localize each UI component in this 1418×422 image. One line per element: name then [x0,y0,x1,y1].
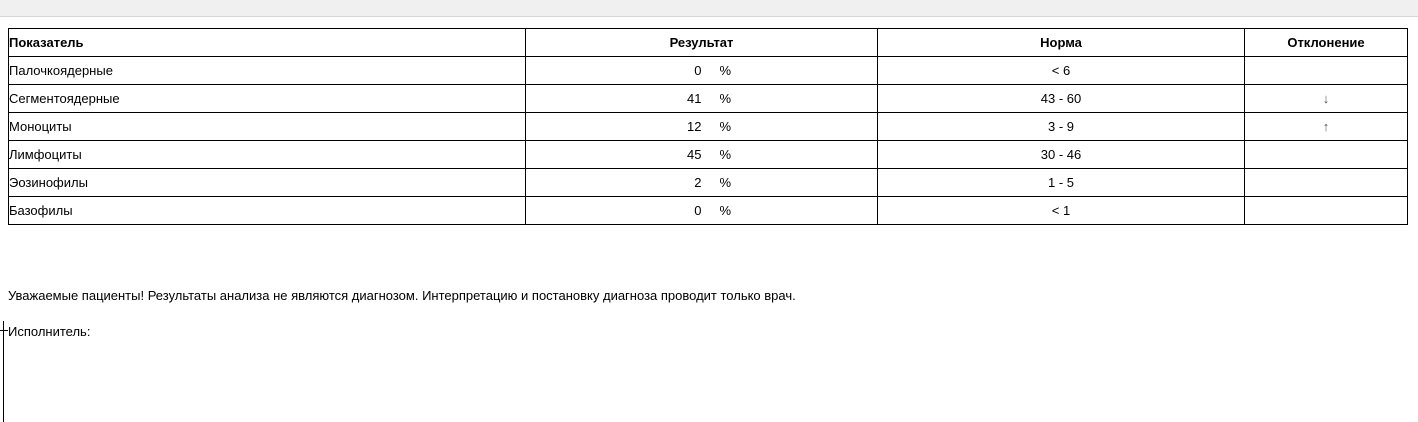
column-header-deviation: Отклонение [1245,29,1408,57]
left-frame-tick [0,330,8,331]
cell-deviation [1245,141,1408,169]
result-unit: % [719,175,732,190]
left-frame-rule [3,321,4,422]
cell-norm: 3 - 9 [878,113,1245,141]
cell-deviation: ↓ [1245,85,1408,113]
cell-norm: < 1 [878,197,1245,225]
cell-deviation [1245,197,1408,225]
cell-deviation [1245,57,1408,85]
cell-indicator: Палочкоядерные [9,57,526,85]
cell-deviation [1245,169,1408,197]
result-value: 12 [687,119,702,134]
result-value: 0 [694,203,702,218]
cell-result [526,141,878,169]
cell-indicator: Сегментоядерные [9,85,526,113]
cell-indicator: Базофилы [9,197,526,225]
column-header-norm: Норма [878,29,1245,57]
cell-indicator: Лимфоциты [9,141,526,169]
cell-norm: 43 - 60 [878,85,1245,113]
cell-result [526,85,878,113]
cell-norm: 30 - 46 [878,141,1245,169]
result-unit: % [719,63,732,78]
table-row [9,85,1408,113]
result-unit: % [719,91,732,106]
cell-norm: < 6 [878,57,1245,85]
cell-deviation: ↑ [1245,113,1408,141]
cell-result [526,113,878,141]
cell-indicator: Моноциты [9,113,526,141]
cell-result [526,57,878,85]
analysis-results-table [8,28,1408,225]
table-row [9,113,1408,141]
cell-result [526,169,878,197]
table-row [9,141,1408,169]
result-value: 0 [694,63,702,78]
table-row [9,169,1408,197]
result-value: 45 [687,147,702,162]
column-header-result: Результат [526,29,878,57]
result-unit: % [719,203,732,218]
table-row [9,57,1408,85]
performer-label: Исполнитель: [8,324,91,339]
result-unit: % [719,147,732,162]
result-value: 41 [687,91,702,106]
cell-norm: 1 - 5 [878,169,1245,197]
top-strip [0,0,1418,17]
column-header-indicator: Показатель [9,29,526,57]
patient-notice: Уважаемые пациенты! Результаты анализа не являются диагнозом. Интерпретацию и постановку диагноза проводит только врач. [8,288,796,303]
result-unit: % [719,119,732,134]
cell-result [526,197,878,225]
result-value: 2 [694,175,702,190]
table-header-row [9,29,1408,57]
table-row [9,197,1408,225]
cell-indicator: Эозинофилы [9,169,526,197]
